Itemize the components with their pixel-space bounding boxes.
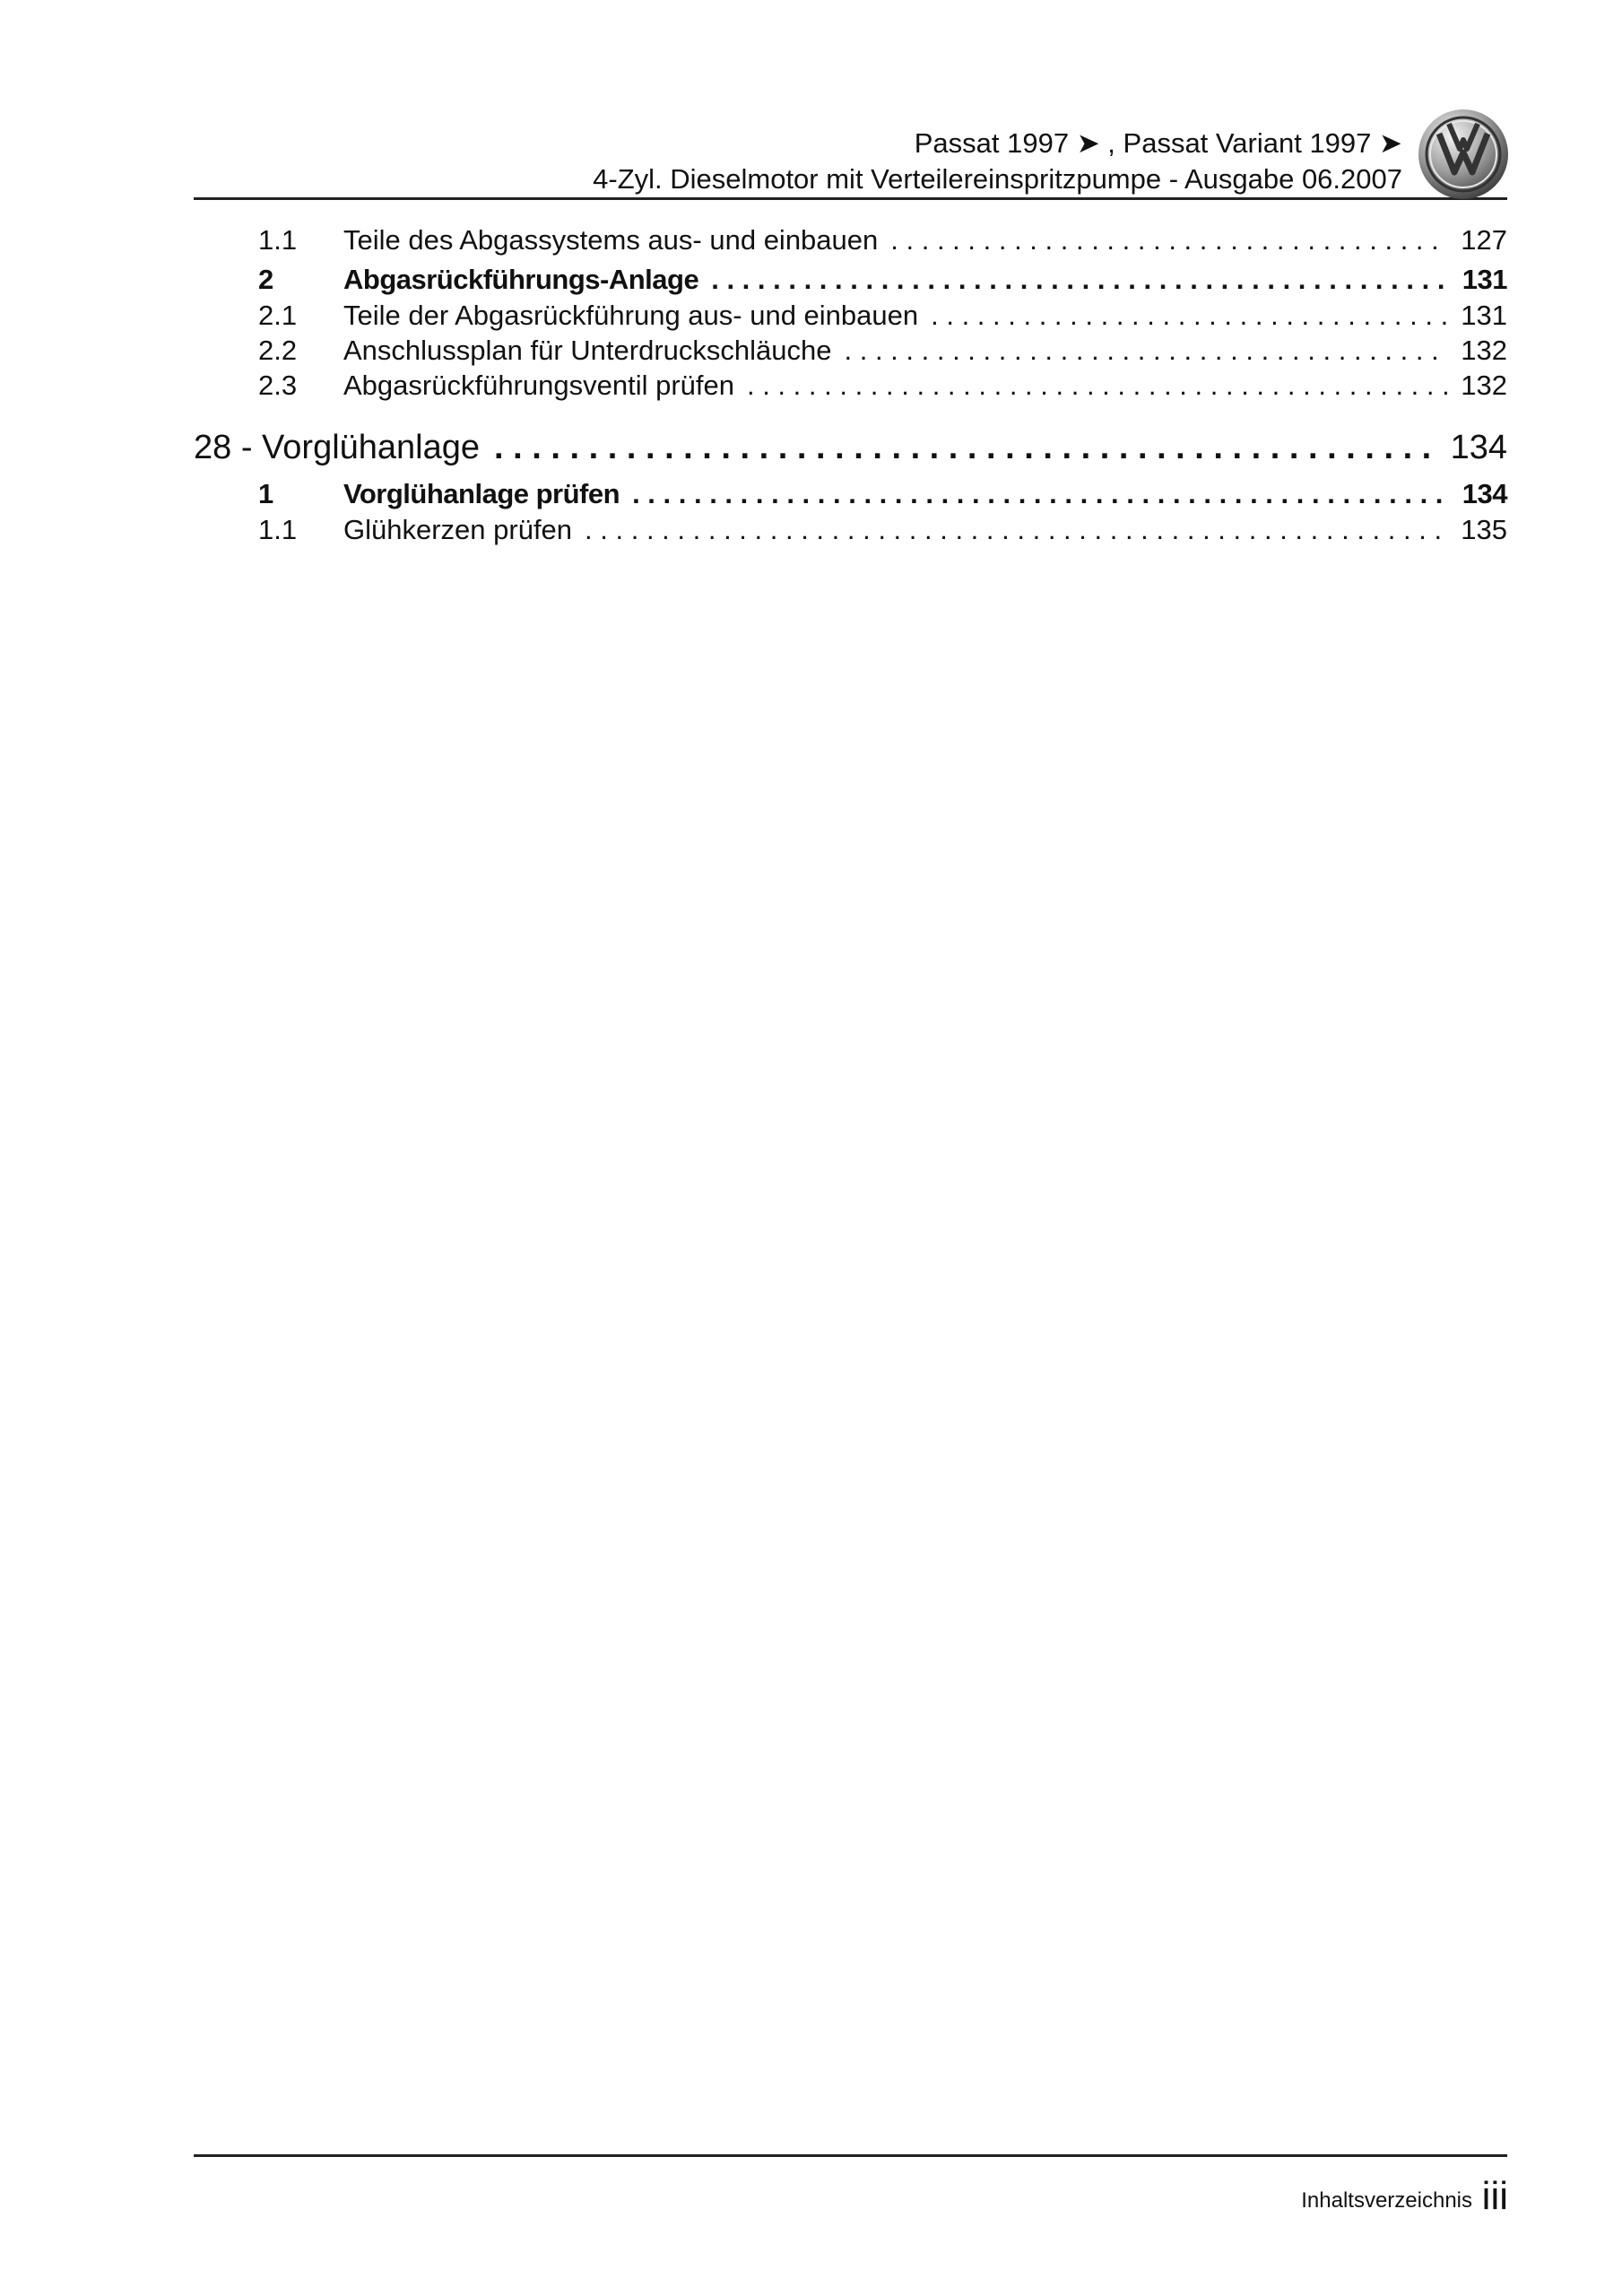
toc-entry-title: Anschlussplan für Unterdruckschläuche <box>343 335 832 366</box>
toc-entry-page: 131 <box>1462 264 1507 295</box>
toc-chapter-page: 134 <box>1450 429 1507 466</box>
toc-chapter-title: 28 - Vorglühanlage <box>194 429 481 466</box>
toc-leader-dots <box>845 335 1449 367</box>
toc-entry[interactable] <box>194 370 1507 404</box>
footer-divider <box>194 2154 1507 2157</box>
toc-entry-title: Vorglühanlage prüfen <box>343 478 620 509</box>
toc-entry[interactable] <box>194 300 1507 335</box>
toc-entry-number: 1.1 <box>258 514 298 545</box>
toc-entry-number: 2.3 <box>258 370 298 401</box>
toc-entry[interactable] <box>194 478 1507 514</box>
toc-entry-page: 127 <box>1461 224 1507 256</box>
toc-entry[interactable] <box>194 514 1507 550</box>
toc-entry-page: 135 <box>1461 514 1507 545</box>
toc-leader-dots <box>711 264 1450 296</box>
header-model-line: Passat 1997 ➤ , Passat Variant 1997 ➤ <box>914 127 1402 159</box>
toc-leader-dots <box>632 478 1450 510</box>
toc-entry-page: 134 <box>1462 478 1507 509</box>
toc-entry-number: 2.2 <box>258 335 298 366</box>
header-divider <box>194 197 1507 200</box>
vw-logo-icon <box>1417 108 1510 201</box>
toc-entry-page: 132 <box>1461 370 1507 401</box>
toc-entry-number: 2.1 <box>258 300 298 331</box>
toc-chapter-entry[interactable] <box>194 429 1507 475</box>
toc-entry[interactable] <box>194 335 1507 370</box>
toc-entry-title: Glühkerzen prüfen <box>343 514 573 545</box>
table-of-contents <box>194 224 1507 550</box>
toc-entry[interactable] <box>194 224 1507 262</box>
toc-entry-title: Abgasrückführungsventil prüfen <box>343 370 734 401</box>
footer-page-number: iii <box>1481 2174 1508 2218</box>
toc-entry-title: Abgasrückführungs-Anlage <box>343 264 699 295</box>
toc-leader-dots <box>890 224 1448 257</box>
toc-leader-dots <box>747 370 1448 402</box>
toc-leader-dots <box>585 514 1448 546</box>
toc-entry-title: Teile des Abgassystems aus- und einbauen <box>343 224 879 256</box>
toc-leader-dots <box>494 429 1436 467</box>
page-header <box>194 126 1507 197</box>
toc-entry-page: 131 <box>1461 300 1507 331</box>
toc-entry-title: Teile der Abgasrückführung aus- und einbauen <box>343 300 919 331</box>
toc-entry[interactable] <box>194 264 1507 300</box>
header-engine-line: 4-Zyl. Dieselmotor mit Verteilereinspritzpumpe - Ausgabe 06.2007 <box>593 163 1402 195</box>
toc-entry-number: 1 <box>258 478 273 509</box>
toc-entry-page: 132 <box>1461 335 1507 366</box>
footer-section-label: Inhaltsverzeichnis <box>1301 2188 1472 2213</box>
toc-leader-dots <box>931 300 1448 332</box>
toc-entry-number: 1.1 <box>258 224 298 256</box>
toc-entry-number: 2 <box>258 264 273 295</box>
